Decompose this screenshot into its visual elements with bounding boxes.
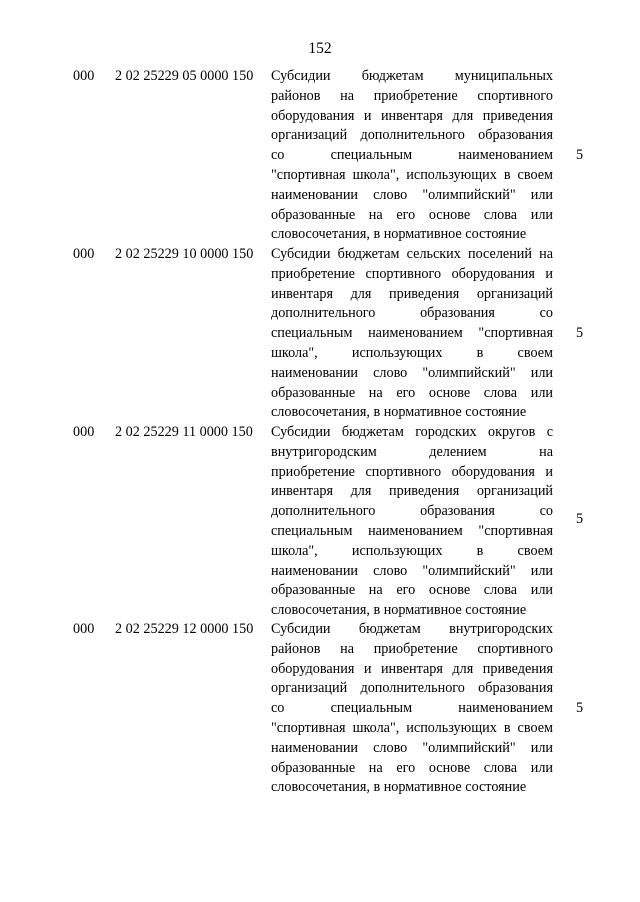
description-line: со специальным наименованием <box>271 147 553 164</box>
description-line: со специальным наименованием <box>271 700 553 717</box>
description-line: приобретение спортивного оборудования и <box>271 265 553 282</box>
description-line: дополнительного образования со <box>271 305 553 322</box>
row-description <box>271 245 553 423</box>
description-line: наименовании слово "олимпийский" или <box>271 186 553 203</box>
description-line: организаций дополнительного образования <box>271 680 553 697</box>
description-line: районов на приобретение спортивного <box>271 640 553 657</box>
description-line: словосочетания, в нормативное состояние <box>271 226 527 243</box>
description-line: инвентаря для приведения организаций <box>271 285 553 302</box>
description-line: внутригородским делением на <box>271 443 553 460</box>
page-number: 152 <box>308 40 332 57</box>
description-line: образованные на его основе слова или <box>271 206 553 223</box>
description-line: "спортивная школа", использующих в своем <box>271 166 553 183</box>
row-value: 5 <box>576 147 584 163</box>
admin-code: 000 <box>73 424 95 440</box>
description-line: образованные на его основе слова или <box>271 384 553 401</box>
description-line: школа", использующих в своем <box>271 344 553 361</box>
row-value: 5 <box>576 325 584 341</box>
description-line: Субсидии бюджетам городских округов с <box>271 424 553 440</box>
row-value: 5 <box>576 700 584 716</box>
row-description <box>271 620 553 798</box>
description-line: школа", использующих в своем <box>271 542 553 559</box>
description-line: специальным наименованием "спортивная <box>271 325 553 342</box>
description-line: наименовании слово "олимпийский" или <box>271 562 553 579</box>
row-description <box>271 67 553 245</box>
description-line: "спортивная школа", использующих в своем <box>271 719 553 736</box>
row-description <box>271 423 553 621</box>
description-line: оборудования и инвентаря для приведения <box>271 107 553 124</box>
description-line: образованные на его основе слова или <box>271 582 553 599</box>
admin-code: 000 <box>73 68 95 84</box>
description-line: приобретение спортивного оборудования и <box>271 463 553 480</box>
description-line: образованные на его основе слова или <box>271 759 553 776</box>
description-line: словосочетания, в нормативное состояние <box>271 404 527 421</box>
description-line: Субсидии бюджетам сельских поселений на <box>271 246 553 262</box>
description-line: словосочетания, в нормативное состояние <box>271 602 527 619</box>
description-line: дополнительного образования со <box>271 503 553 520</box>
description-line: специальным наименованием "спортивная <box>271 522 553 539</box>
description-line: словосочетания, в нормативное состояние <box>271 779 527 796</box>
budget-classification-code: 2 02 25229 10 0000 150 <box>115 246 254 262</box>
row-value: 5 <box>576 511 584 527</box>
admin-code: 000 <box>73 246 95 262</box>
budget-classification-code: 2 02 25229 05 0000 150 <box>115 68 254 84</box>
description-line: оборудования и инвентаря для приведения <box>271 660 553 677</box>
budget-classification-code: 2 02 25229 11 0000 150 <box>115 424 253 440</box>
description-line: Субсидии бюджетам муниципальных <box>271 68 553 84</box>
description-line: организаций дополнительного образования <box>271 127 553 144</box>
description-line: районов на приобретение спортивного <box>271 87 553 104</box>
description-line: наименовании слово "олимпийский" или <box>271 364 553 381</box>
budget-classification-code: 2 02 25229 12 0000 150 <box>115 621 254 637</box>
description-line: инвентаря для приведения организаций <box>271 483 553 500</box>
admin-code: 000 <box>73 621 95 637</box>
description-line: наименовании слово "олимпийский" или <box>271 739 553 756</box>
description-line: Субсидии бюджетам внутригородских <box>271 621 553 637</box>
